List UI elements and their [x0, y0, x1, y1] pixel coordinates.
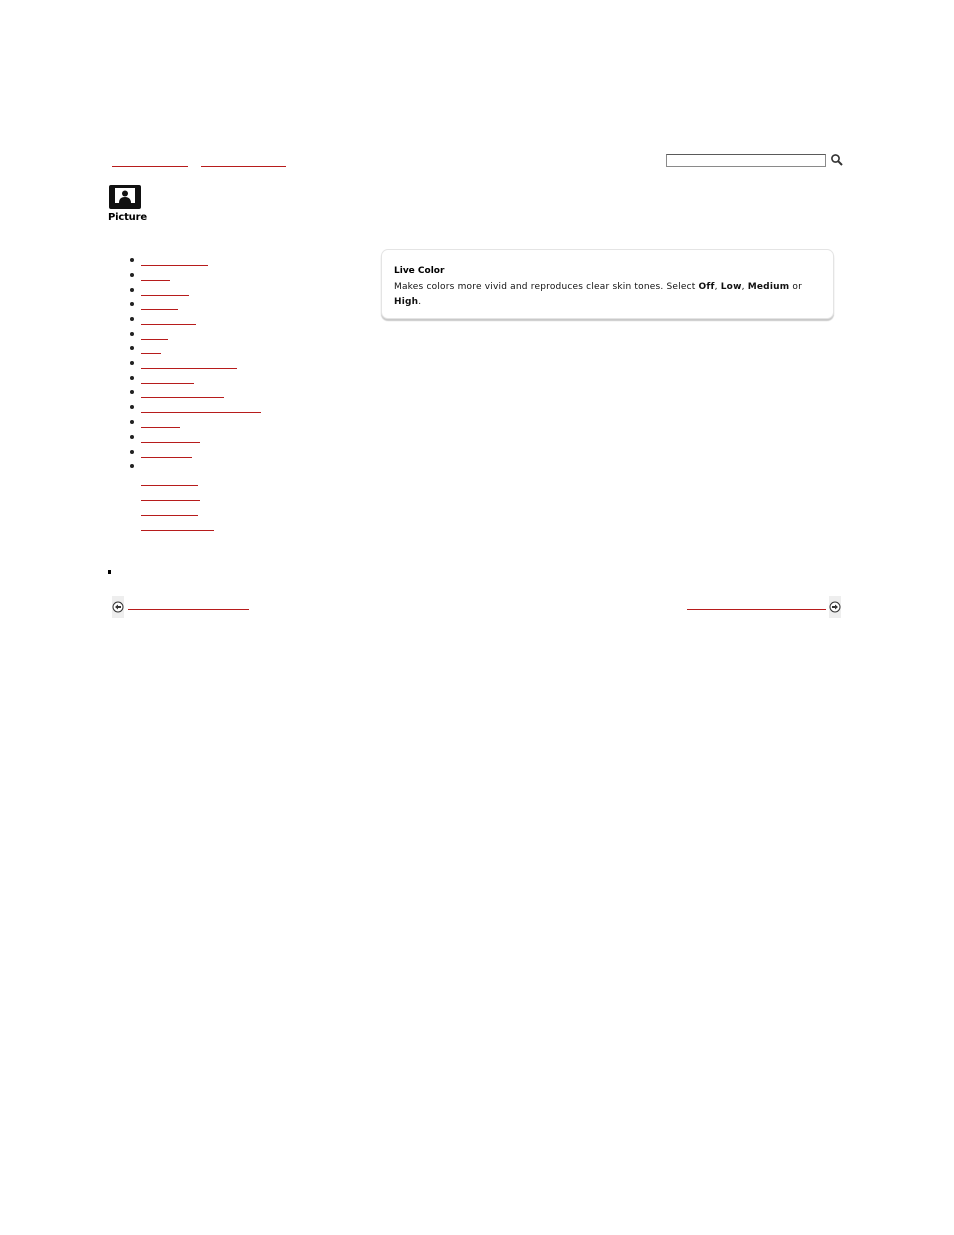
nav-sub-link[interactable] — [141, 530, 214, 531]
nav-link[interactable] — [141, 280, 170, 281]
prev-page-link[interactable] — [128, 609, 249, 610]
nav-link[interactable] — [141, 383, 194, 384]
info-title: Live Color — [394, 266, 445, 276]
nav-link[interactable] — [141, 339, 168, 340]
nav-link[interactable] — [141, 353, 161, 354]
info-text-before: Makes colors more vivid and reproduces clear skin tones. Select — [394, 282, 699, 292]
info-description — [394, 280, 814, 310]
picture-portrait-icon — [108, 184, 142, 210]
nav-link[interactable] — [141, 412, 261, 413]
search-icon[interactable] — [830, 153, 844, 167]
list-bullet — [130, 450, 134, 454]
nav-link[interactable] — [141, 324, 196, 325]
nav-link[interactable] — [141, 309, 178, 310]
arrow-left-icon — [112, 601, 124, 613]
next-page-button[interactable] — [829, 596, 841, 618]
search-box — [666, 153, 844, 169]
prev-page-button[interactable] — [112, 596, 124, 618]
nav-link[interactable] — [141, 368, 237, 369]
list-bullet — [130, 405, 134, 409]
list-bullet — [130, 332, 134, 336]
list-bullet — [130, 273, 134, 277]
nav-link[interactable] — [141, 397, 224, 398]
list-bullet — [130, 376, 134, 380]
nav-link[interactable] — [141, 457, 192, 458]
option-medium: Medium — [747, 282, 790, 292]
option-off: Off — [698, 282, 715, 292]
option-low: Low — [720, 282, 742, 292]
list-bullet — [130, 288, 134, 292]
separator: , — [741, 282, 748, 292]
list-bullet — [130, 258, 134, 262]
breadcrumb-link-2[interactable] — [201, 160, 286, 167]
nav-sub-link[interactable] — [141, 500, 200, 501]
next-page-link[interactable] — [687, 609, 826, 610]
nav-sub-link[interactable] — [141, 515, 198, 516]
nav-sub-link[interactable] — [141, 485, 198, 486]
list-bullet — [130, 317, 134, 321]
square-bullet — [108, 570, 111, 574]
info-box — [381, 249, 834, 319]
nav-link[interactable] — [141, 427, 180, 428]
search-input[interactable] — [666, 154, 826, 167]
nav-link[interactable] — [141, 295, 189, 296]
list-bullet — [130, 346, 134, 350]
list-bullet — [130, 420, 134, 424]
list-bullet — [130, 464, 134, 468]
info-text-after: . — [418, 297, 422, 307]
list-bullet — [130, 435, 134, 439]
nav-link[interactable] — [141, 442, 200, 443]
breadcrumb-link-1[interactable] — [112, 160, 188, 167]
list-bullet — [130, 390, 134, 394]
section-title: Picture — [108, 212, 147, 223]
separator: or — [789, 282, 802, 292]
list-bullet — [130, 302, 134, 306]
nav-link[interactable] — [141, 265, 208, 266]
separator: , — [714, 282, 721, 292]
option-high: High — [394, 297, 419, 307]
arrow-right-icon — [829, 601, 841, 613]
list-bullet — [130, 361, 134, 365]
